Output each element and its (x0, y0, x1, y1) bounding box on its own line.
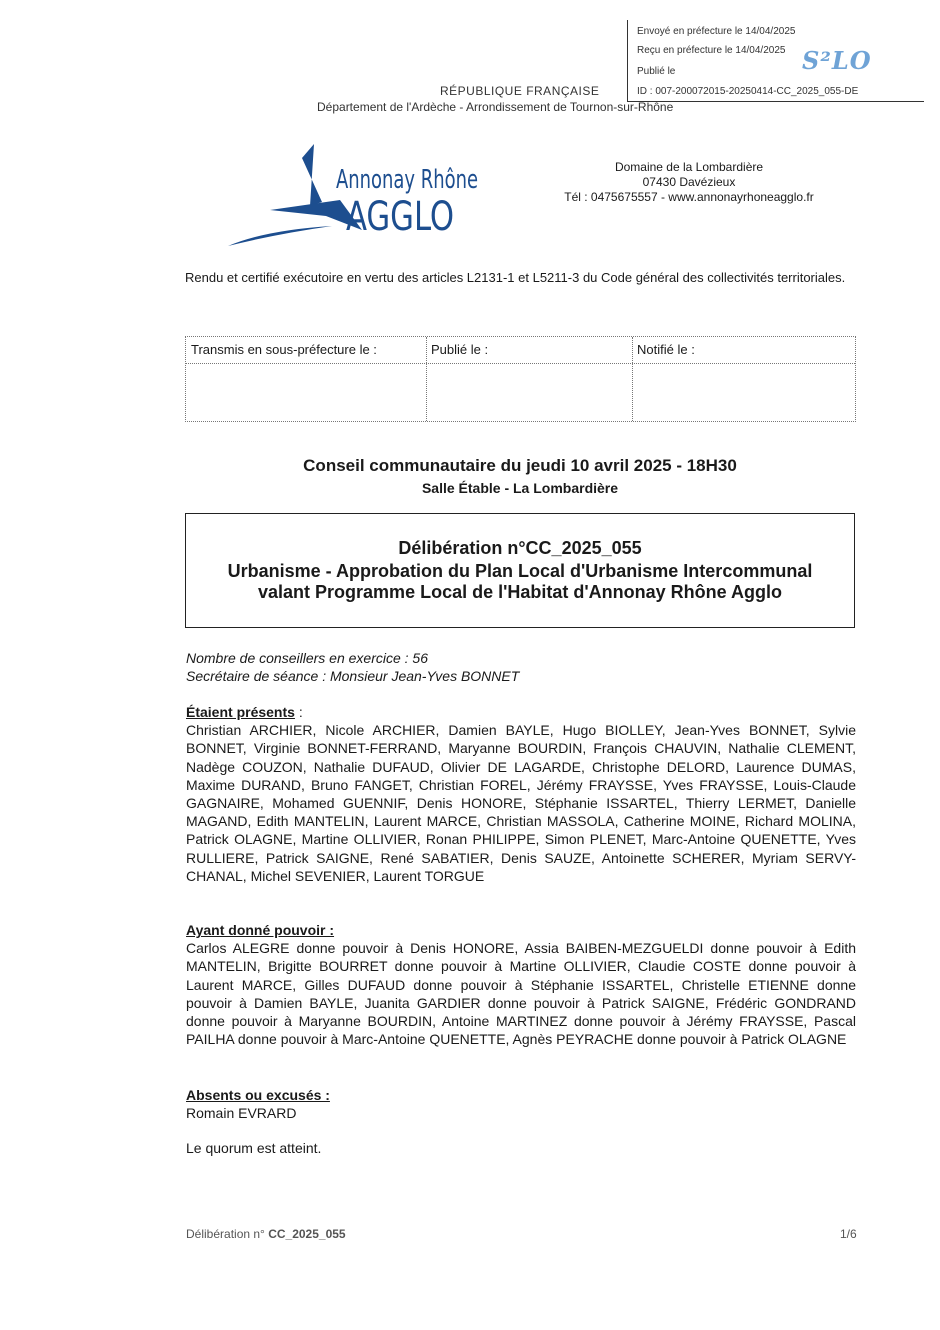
s2lo-mark: S²LO (802, 46, 872, 75)
page-number: 1/6 (840, 1227, 857, 1241)
subject-line2: valant Programme Local de l'Habitat d'Annonay Rhône Agglo (258, 582, 782, 602)
present-section (186, 703, 856, 885)
annonay-agglo-logo (226, 144, 496, 250)
quorum-statement: Le quorum est atteint. (186, 1140, 322, 1156)
department-label: Département de l'Ardèche - Arrondissement de Tournon-sur-Rhône (317, 100, 674, 114)
logo-text-line1: Annonay Rhône (336, 165, 478, 195)
present-heading-suffix: : (294, 704, 303, 720)
table-col-separator (426, 337, 427, 421)
present-names: Christian ARCHIER, Nicole ARCHIER, Damien BAYLE, Hugo BIOLLEY, Jean-Yves BONNET, Sylvie BONNET, Virginie BONNET-FERRAND, Maryanne BOURDIN, François CHAUVIN, Nathalie CLEMENT, Nadège COUZON, Nathalie DUFAUD, Olivier DE LAGARDE, Christophe DELORD, Laurence DUMAS, Maxime DURAND, Bruno FANGET, Christian FOREL, Jérémy FRAYSSE, Yves FRAYSSE, Louis-Claude GAGNAIRE, Mohamed GUENNIF, Denis HONORE, Stéphanie ISSARTEL, Thierry LERMET, Danielle MAGAND, Edith MANTELIN, Laurent MARCE, Christian MASSOLA, Catherine MOINE, Richard MOLINA, Patrick OLAGNE, Martine OLLIVIER, Ronan PHILIPPE, Simon PLENET, Marc-Antoine QUENETTE, Yves RULLIERE, Patrick SAIGNE, René SABATIER, Denis SAUZE, Antoinette SCHERER, Myriam SERVY-CHANAL, Michel SEVENIER, Laurent TORGUE (186, 722, 856, 884)
meeting-location: Salle Étable - La Lombardière (421, 480, 619, 496)
address-line2: 07430 Davézieux (642, 175, 736, 189)
table-col-separator (632, 337, 633, 421)
meeting-title: Conseil communautaire du jeudi 10 avril 2025 - 18H30 (303, 456, 737, 475)
address-line3: Tél : 0475675557 - www.annonayrhoneagglo.fr (564, 190, 814, 204)
notified-label: Notifié le : (637, 342, 695, 357)
stamp-published: Publié le (637, 66, 676, 77)
footer-reference (186, 1227, 346, 1241)
table-divider (186, 363, 855, 364)
prefecture-stamp (627, 20, 898, 102)
absent-heading: Absents ou excusés : (186, 1087, 330, 1103)
session-info (186, 649, 519, 685)
address-line1: Domaine de la Lombardière (614, 160, 764, 174)
councillors-count: Nombre de conseillers en exercice : 56 (186, 650, 429, 666)
logo-mark-icon (226, 144, 496, 250)
logo-text-line2: AGGLO (346, 194, 454, 240)
footer-number: CC_2025_055 (268, 1227, 346, 1241)
transmission-table (185, 336, 856, 422)
republic-label: RÉPUBLIQUE FRANÇAISE (440, 84, 600, 98)
absent-section (186, 1086, 856, 1122)
transmitted-label: Transmis en sous-préfecture le : (191, 342, 377, 357)
subject-line1: Urbanisme - Approbation du Plan Local d'Urbanisme Intercommunal (227, 561, 813, 581)
stamp-received: Reçu en préfecture le 14/04/2025 (637, 45, 786, 56)
proxies-heading: Ayant donné pouvoir : (186, 922, 335, 938)
executory-statement: Rendu et certifié exécutoire en vertu des articles L2131-1 et L5211-3 du Code général des collectivités territoriales. (185, 270, 846, 285)
stamp-sent: Envoyé en préfecture le 14/04/2025 (637, 26, 796, 37)
present-heading: Étaient présents (186, 704, 295, 720)
proxies-section (186, 921, 856, 1048)
proxies-text: Carlos ALEGRE donne pouvoir à Denis HONORE, Assia BAIBEN-MEZGUELDI donne pouvoir à Edith MANTELIN, Brigitte BOURRET donne pouvoir à Martine OLLIVIER, Claudie COSTE donne pouvoir à Laurent MARCE, Gilles DUFAUD donne pouvoir à Stéphanie ISSARTEL, Christelle ETIENNE donne pouvoir à Damien BAYLE, Juanita GARDIER donne pouvoir à Patrick SAIGNE, Frédéric GONDRAND donne pouvoir à Maryanne BOURDIN, Antoine MARTINEZ donne pouvoir à Jérémy FRAYSSE, Pascal PAILHA donne pouvoir à Marc-Antoine QUENETTE, Agnès PEYRACHE donne pouvoir à Patrick OLAGNE (186, 940, 856, 1048)
published-label: Publié le : (431, 342, 489, 357)
deliberation-subject (186, 561, 854, 603)
absent-names: Romain EVRARD (186, 1105, 297, 1122)
deliberation-box (185, 513, 855, 628)
address-block (558, 160, 820, 205)
deliberation-number: Délibération n°CC_2025_055 (398, 538, 642, 558)
session-secretary: Secrétaire de séance : Monsieur Jean-Yves BONNET (186, 668, 520, 684)
footer-label: Délibération n° (186, 1227, 269, 1241)
stamp-id: ID : 007-200072015-20250414-CC_2025_055-DE (637, 86, 859, 97)
